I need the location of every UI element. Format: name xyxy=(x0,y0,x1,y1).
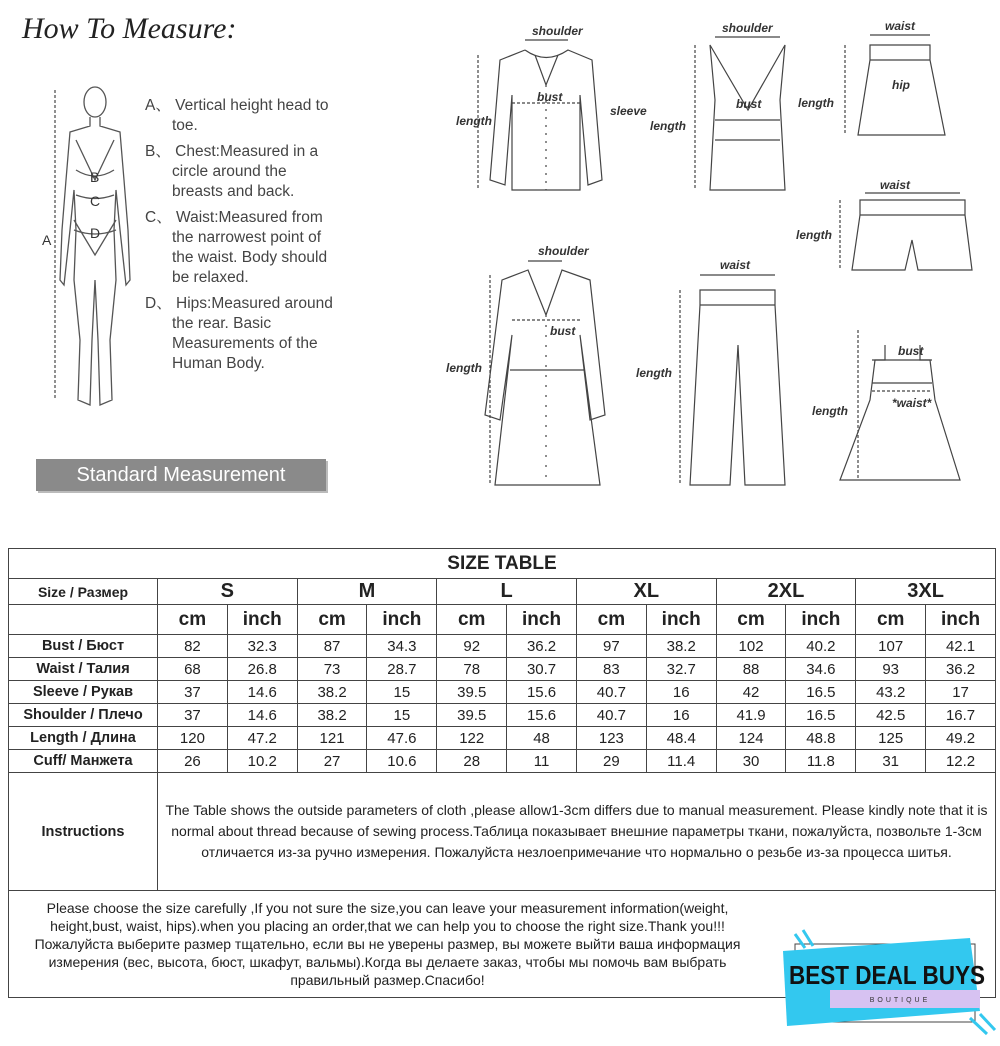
label-bust: bust xyxy=(898,344,924,358)
table-cell: 38.2 xyxy=(646,635,716,658)
table-cell: 30 xyxy=(716,750,786,773)
row-label: Bust / Бюст xyxy=(9,635,158,658)
step-b xyxy=(145,142,335,202)
label-bust: bust xyxy=(736,97,762,111)
table-cell: 40.7 xyxy=(576,681,646,704)
size-2xl: 2XL xyxy=(716,579,856,605)
label-shoulder: shoulder xyxy=(532,24,583,38)
table-row xyxy=(9,635,996,658)
table-cell: 73 xyxy=(297,658,367,681)
table-cell: 15 xyxy=(367,681,437,704)
table-cell: 16 xyxy=(646,681,716,704)
table-cell: 37 xyxy=(158,704,228,727)
table-cell: 16.7 xyxy=(926,704,996,727)
unit-inch: inch xyxy=(367,605,437,635)
size-m: M xyxy=(297,579,437,605)
table-cell: 38.2 xyxy=(297,681,367,704)
label-shoulder: shoulder xyxy=(722,21,773,35)
label-length: length xyxy=(636,366,672,380)
table-cell: 40.2 xyxy=(786,635,856,658)
table-cell: 48 xyxy=(507,727,577,750)
table-cell: 16 xyxy=(646,704,716,727)
table-cell: 39.5 xyxy=(437,704,507,727)
table-cell: 30.7 xyxy=(507,658,577,681)
size-header: Size / Размер xyxy=(9,579,158,605)
table-row xyxy=(9,704,996,727)
table-cell: 37 xyxy=(158,681,228,704)
label-waist: waist xyxy=(885,19,916,33)
table-cell: 123 xyxy=(576,727,646,750)
step-c xyxy=(145,208,335,288)
table-row xyxy=(9,681,996,704)
table-cell: 42 xyxy=(716,681,786,704)
unit-cm: cm xyxy=(856,605,926,635)
unit-cm: cm xyxy=(297,605,367,635)
garment-diagrams xyxy=(440,15,1000,505)
size-3xl: 3XL xyxy=(856,579,996,605)
best-deal-buys-logo xyxy=(775,926,1000,1042)
step-letter: C、 xyxy=(145,209,172,226)
table-cell: 16.5 xyxy=(786,704,856,727)
label-bust: bust xyxy=(537,90,563,104)
table-cell: 10.6 xyxy=(367,750,437,773)
figure-label-a: A xyxy=(42,232,52,248)
unit-inch: inch xyxy=(786,605,856,635)
table-cell: 47.2 xyxy=(227,727,297,750)
table-cell: 92 xyxy=(437,635,507,658)
table-cell: 47.6 xyxy=(367,727,437,750)
step-text: Chest:Measured in a circle around the breasts and back. xyxy=(172,143,319,200)
logo-sub: BOUTIQUE xyxy=(869,997,931,1004)
table-cell: 121 xyxy=(297,727,367,750)
table-cell: 12.2 xyxy=(926,750,996,773)
table-cell: 97 xyxy=(576,635,646,658)
table-cell: 93 xyxy=(856,658,926,681)
table-cell: 48.4 xyxy=(646,727,716,750)
standard-measurement-label: Standard Measurement xyxy=(36,459,326,491)
table-cell: 34.6 xyxy=(786,658,856,681)
table-row xyxy=(9,658,996,681)
table-cell: 43.2 xyxy=(856,681,926,704)
unit-inch: inch xyxy=(926,605,996,635)
page-title: How To Measure: xyxy=(22,12,237,45)
label-length: length xyxy=(812,404,848,418)
row-label: Sleeve / Рукав xyxy=(9,681,158,704)
label-length: length xyxy=(796,228,832,242)
logo-name: BEST DEAL BUYS xyxy=(789,960,985,990)
table-cell: 17 xyxy=(926,681,996,704)
row-label: Shoulder / Плечо xyxy=(9,704,158,727)
table-cell: 102 xyxy=(716,635,786,658)
table-cell: 36.2 xyxy=(507,635,577,658)
table-cell: 11.4 xyxy=(646,750,716,773)
table-cell: 16.5 xyxy=(786,681,856,704)
step-text: Hips:Measured around the rear. Basic Measurements of the Human Body. xyxy=(172,295,333,372)
table-cell: 83 xyxy=(576,658,646,681)
unit-cm: cm xyxy=(716,605,786,635)
table-cell: 36.2 xyxy=(926,658,996,681)
table-cell: 78 xyxy=(437,658,507,681)
instructions-label: Instructions xyxy=(9,773,158,891)
label-sleeve: sleeve xyxy=(610,104,647,118)
table-cell: 107 xyxy=(856,635,926,658)
figure-label-b: B xyxy=(90,169,100,185)
table-cell: 14.6 xyxy=(227,704,297,727)
table-cell: 40.7 xyxy=(576,704,646,727)
table-cell: 41.9 xyxy=(716,704,786,727)
label-waist: *waist* xyxy=(892,396,932,410)
table-cell: 39.5 xyxy=(437,681,507,704)
table-cell: 28 xyxy=(437,750,507,773)
table-cell: 124 xyxy=(716,727,786,750)
step-letter: D、 xyxy=(145,295,172,312)
table-cell: 87 xyxy=(297,635,367,658)
table-cell: 38.2 xyxy=(297,704,367,727)
size-l: L xyxy=(437,579,577,605)
label-waist: waist xyxy=(880,178,911,192)
table-cell: 42.5 xyxy=(856,704,926,727)
step-letter: B、 xyxy=(145,143,171,160)
label-length: length xyxy=(456,114,492,128)
table-cell: 26.8 xyxy=(227,658,297,681)
step-d xyxy=(145,294,335,374)
table-row xyxy=(9,727,996,750)
table-cell: 11 xyxy=(507,750,577,773)
unit-inch: inch xyxy=(227,605,297,635)
label-length: length xyxy=(650,119,686,133)
table-cell: 27 xyxy=(297,750,367,773)
unit-cm: cm xyxy=(158,605,228,635)
step-text: Waist:Measured from the narrowest point of the waist. Body should be relaxed. xyxy=(172,209,328,286)
table-cell: 28.7 xyxy=(367,658,437,681)
table-cell: 34.3 xyxy=(367,635,437,658)
figure-label-c: C xyxy=(90,193,101,209)
body-figure xyxy=(30,80,145,415)
table-row xyxy=(9,750,996,773)
step-text: Vertical height head to toe. xyxy=(172,97,329,134)
label-waist: waist xyxy=(720,258,751,272)
table-cell: 15.6 xyxy=(507,681,577,704)
table-cell: 15.6 xyxy=(507,704,577,727)
label-hip: hip xyxy=(892,78,910,92)
table-cell: 120 xyxy=(158,727,228,750)
unit-inch: inch xyxy=(646,605,716,635)
table-cell: 122 xyxy=(437,727,507,750)
table-cell: 15 xyxy=(367,704,437,727)
table-title: SIZE TABLE xyxy=(9,549,996,579)
table-cell: 31 xyxy=(856,750,926,773)
empty-cell xyxy=(9,605,158,635)
size-xl: XL xyxy=(576,579,716,605)
table-cell: 49.2 xyxy=(926,727,996,750)
table-cell: 11.8 xyxy=(786,750,856,773)
table-cell: 68 xyxy=(158,658,228,681)
label-length: length xyxy=(446,361,482,375)
unit-inch: inch xyxy=(507,605,577,635)
row-label: Length / Длина xyxy=(9,727,158,750)
row-label: Cuff/ Манжета xyxy=(9,750,158,773)
unit-cm: cm xyxy=(437,605,507,635)
table-cell: 10.2 xyxy=(227,750,297,773)
table-cell: 125 xyxy=(856,727,926,750)
figure-label-d: D xyxy=(90,225,101,241)
table-cell: 32.3 xyxy=(227,635,297,658)
size-note: Please choose the size carefully ,If you not sure the size,you can leave your measurement information(weight, height,bust, waist, hips).when you placing an order,that we can help you to choose the right size.Thank you!!! Пожалуйста выберите размер тщательно, если вы не уверены размер, вы можете выйти ваша информация измерения (вес, высота, бюст, шкафут, вальмы).Когда вы делаете заказ, чтобы мы помочь вам выбрать правильный размер.Спасибо! xyxy=(9,891,996,998)
label-bust: bust xyxy=(550,324,576,338)
step-a xyxy=(145,96,335,136)
table-cell: 32.7 xyxy=(646,658,716,681)
table-cell: 42.1 xyxy=(926,635,996,658)
instructions-text: The Table shows the outside parameters of cloth ,please allow1-3cm differs due to manual measurement. Please kindly note that it is normal about thread because of sewing process.Таблица показывает внешние параметры ткани, пожалуйста, позвольте 1-3см отличается из-за ручно измерения. Пожалуйста незлоепримечание что нормально о резьбе из-за процесса шитья. xyxy=(158,773,996,891)
table-cell: 48.8 xyxy=(786,727,856,750)
step-letter: A、 xyxy=(145,97,171,114)
table-cell: 82 xyxy=(158,635,228,658)
label-shoulder: shoulder xyxy=(538,244,589,258)
table-cell: 29 xyxy=(576,750,646,773)
unit-cm: cm xyxy=(576,605,646,635)
table-cell: 26 xyxy=(158,750,228,773)
label-length: length xyxy=(798,96,834,110)
measurement-steps xyxy=(145,96,335,380)
size-s: S xyxy=(158,579,298,605)
row-label: Waist / Талия xyxy=(9,658,158,681)
table-cell: 88 xyxy=(716,658,786,681)
table-cell: 14.6 xyxy=(227,681,297,704)
